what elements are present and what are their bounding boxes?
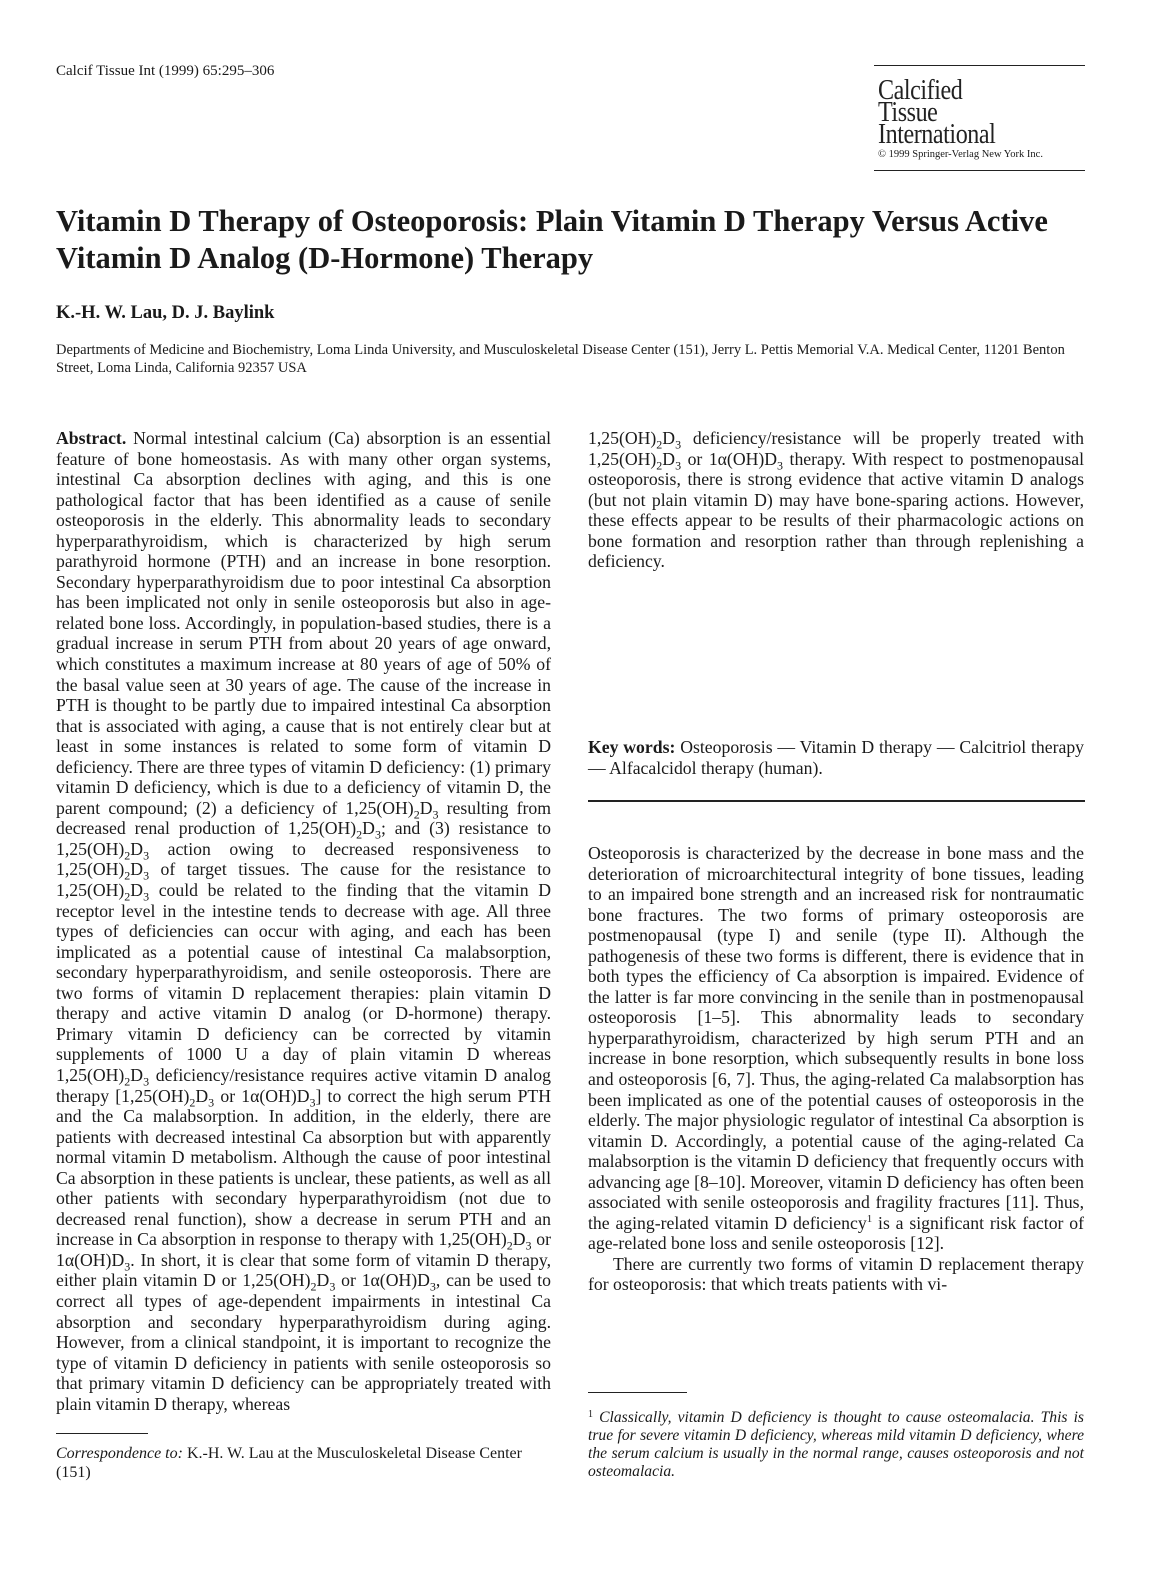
abstract-divider bbox=[588, 800, 1085, 802]
footnote-1-mark: 1 bbox=[588, 1409, 593, 1420]
footnote-1 bbox=[588, 1406, 1084, 1481]
footnote-1-text: Classically, vitamin D deficiency is thought to cause osteomalacia. This is true for severe vitamin D deficiency, whereas mild vitamin D deficiency, where the serum calcium is usually in the normal range, causes osteoporosis and not osteomalacia. bbox=[588, 1409, 1084, 1480]
correspondence-rule bbox=[56, 1433, 148, 1434]
logo-line-1: Calcified bbox=[878, 75, 963, 106]
keywords-block bbox=[588, 737, 1084, 778]
footnote-rule bbox=[588, 1392, 687, 1393]
logo-line-3: International bbox=[878, 119, 996, 150]
logo-line-2: Tissue bbox=[878, 97, 938, 128]
body-paragraph-2: There are currently two forms of vitamin D replacement therapy for osteoporosis: that which treats patients with vi- bbox=[588, 1253, 1084, 1295]
keywords-text: Osteoporosis — Vitamin D therapy — Calcitriol therapy — Alfacalcidol therapy (human). bbox=[588, 737, 1085, 778]
footnote-marker[interactable]: 1 bbox=[866, 1212, 873, 1225]
journal-citation: Calcif Tissue Int (1999) 65:295–306 bbox=[56, 63, 275, 79]
body-paragraph-1: Osteoporosis is characterized by the decrease in bone mass and the deterioration of microarchitectural integrity of bone tissues, leading to an impaired bone strength and an increased risk for nontraumatic bone fractures. The two forms of primary osteoporosis are postmenopausal (type I) and senile (type II). Although the pathogenesis of these two forms is different, there is evidence that in both types the efficiency of Ca absorption is impaired. Evidence of the latter is far more convincing in the senile than in postmenopausal osteoporosis [1–5]. This abnormality leads to secondary hyperparathyroidism, characterized by high serum PTH and an increase in bone resorption, which subsequently results in bone loss and osteoporosis [6, 7]. Thus, the aging-related Ca malabsorption has been implicated as one of the potential causes of osteoporosis in the elderly. The major physiologic regulator of intestinal Ca absorption is vitamin D. Accordingly, a potential cause of the aging-related Ca malabsorption is the vitamin D deficiency that frequently occurs with advancing age [8–10]. Moreover, vitamin D deficiency has often been associated with senile osteoporosis and fragility fractures [11]. Thus, the aging-related vitamin D deficiency$^1$ is a significant risk factor of age-related bone loss and senile osteoporosis [12]. bbox=[588, 843, 1084, 1254]
correspondence-text: K.-H. W. Lau at the Musculoskeletal Disease Center (151) bbox=[56, 1445, 522, 1481]
author-affiliation: Departments of Medicine and Biochemistry, Loma Linda University, and Musculoskeletal Disease Center (151), Jerry L. Pettis Memorial V.A. Medical Center, 11201 Benton Street, Loma Linda, California 92357 USA bbox=[56, 342, 1065, 376]
abstract-left-column bbox=[56, 428, 551, 1414]
abstract-label: Abstract. bbox=[56, 428, 127, 448]
body-column bbox=[588, 843, 1084, 1295]
article-title: Vitamin D Therapy of Osteoporosis: Plain Vitamin D Therapy Versus Active Vitamin D Analog (D-Hormone) Therapy bbox=[56, 204, 1048, 275]
copyright-notice: © 1999 Springer-Verlag New York Inc. bbox=[878, 149, 1043, 160]
journal-logo bbox=[874, 65, 1085, 171]
keywords-label: Key words: bbox=[588, 737, 676, 757]
abstract-text: Normal intestinal calcium (Ca) absorption is an essential feature of bone homeostasis. As with many other organ systems, intestinal Ca absorption declines with aging, and this is one pathological factor that has been identified as a cause of senile osteoporosis in the elderly. This abnormality leads to secondary hyperparathyroidism, which is characterized by high serum parathyroid hormone (PTH) and an increase in bone resorption. Secondary hyperparathyroidism due to poor intestinal Ca absorption has been implicated not only in senile osteoporosis but also in age-related bone loss. Accordingly, in population-based studies, there is a gradual increase in serum PTH from about 20 years of age onward, which constitutes a maximum increase at 80 years of age of 50% of the basal value seen at 30 years of age. The cause of the increase in PTH is thought to be partly due to impaired intestinal Ca absorption that is associated with aging, a cause that is not entirely clear but at least in some instances is related to some form of vitamin D deficiency. There are three types of vitamin D deficiency: (1) primary vitamin D deficiency, which is due to a deficiency of vitamin D, the parent compound; (2) a deficiency of bbox=[56, 428, 552, 818]
correspondence-note bbox=[56, 1444, 551, 1482]
abstract-continuation: $1,25(OH)_2D_3$ deficiency/resistance will be properly treated with $1,25(OH)_2D_3$ or $1\alpha(OH)D_3$ therapy. With respect to postmenopausal osteoporosis, there is strong evidence that active vitamin D analogs (but not plain vitamin D) may have bone-sparing actions. However, these effects appear to be results of their pharmacologic actions on bone formation and resorption rather than through replenishing a deficiency. bbox=[588, 428, 1084, 572]
abstract-paragraph: Abstract. Normal intestinal calcium (Ca) absorption is an essential feature of bone homeostasis. As with many other organ systems, intestinal Ca absorption declines with aging, and this is one pathological factor that has been identified as a cause of senile osteoporosis in the elderly. This abnormality leads to secondary hyperparathyroidism, which is characterized by high serum parathyroid hormone (PTH) and an increase in bone resorption. Secondary hyperparathyroidism due to poor intestinal Ca absorption has been implicated not only in senile osteoporosis but also in age-related bone loss. Accordingly, in population-based studies, there is a gradual increase in serum PTH from about 20 years of age onward, which constitutes a maximum increase at 80 years of age of 50% of the basal value seen at 30 years of age. The cause of the increase in PTH is thought to be partly due to impaired intestinal Ca absorption that is associated with aging, a cause that is not entirely clear but at least in some instances is related to some form of vitamin D deficiency. There are three types of vitamin D deficiency: (1) primary vitamin D deficiency, which is due to a deficiency of vitamin D, the parent compound; (2) a deficiency of $1,25(OH)_2D_3$ resulting from decreased renal production of $1,25(OH)_2D_3$; and (3) resistance to $1,25(OH)_2D_3$ action owing to decreased responsiveness to $1,25(OH)_2D_3$ of target tissues. The cause for the resistance to $1,25(OH)_2D_3$ could be related to the finding that the vitamin D receptor level in the intestine tends to decrease with age. All three types of deficiencies can occur with aging, and each has been implicated as a potential cause of intestinal Ca malabsorption, secondary hyperparathyroidism, and senile osteoporosis. There are two forms of vitamin D replacement therapies: plain vitamin D therapy and active vitamin D analog (or D-hormone) therapy. Primary vitamin D deficiency can be corrected by vitamin supplements of 1000 U a day of plain vitamin D whereas $1,25(OH)_2D_3$ deficiency/resistance requires active vitamin D analog therapy [$1,25(OH)_2D_3$ or $1\alpha(OH)D_3$] to correct the high serum PTH and the Ca malabsorption. In addition, in the elderly, there are patients with decreased intestinal Ca absorption but with apparently normal vitamin D metabolism. Although the cause of poor intestinal Ca absorption in these patients is unclear, these patients, as well as all other patients with secondary hyperparathyroidism (not due to decreased renal function), show a decrease in serum PTH and an increase in Ca absorption in response to therapy with $1,25(OH)_2D_3$ or $1\alpha(OH)D_3$. In short, it is clear that some form of vitamin D therapy, either plain vitamin D or $1,25(OH)_2D_3$ or $1\alpha(OH)D_3$, can be used to correct all types of age-dependent impairments in intestinal Ca absorption and secondary hyperparathyroidism during aging. However, from a clinical standpoint, it is important to recognize the type of vitamin D deficiency in patients with senile osteoporosis so that primary vitamin D deficiency can be appropriately treated with plain vitamin D therapy, whereas bbox=[56, 428, 552, 1414]
author-list: K.-H. W. Lau, D. J. Baylink bbox=[56, 303, 275, 323]
abstract-right-column bbox=[588, 428, 1084, 572]
correspondence-label: Correspondence to: bbox=[56, 1445, 183, 1462]
